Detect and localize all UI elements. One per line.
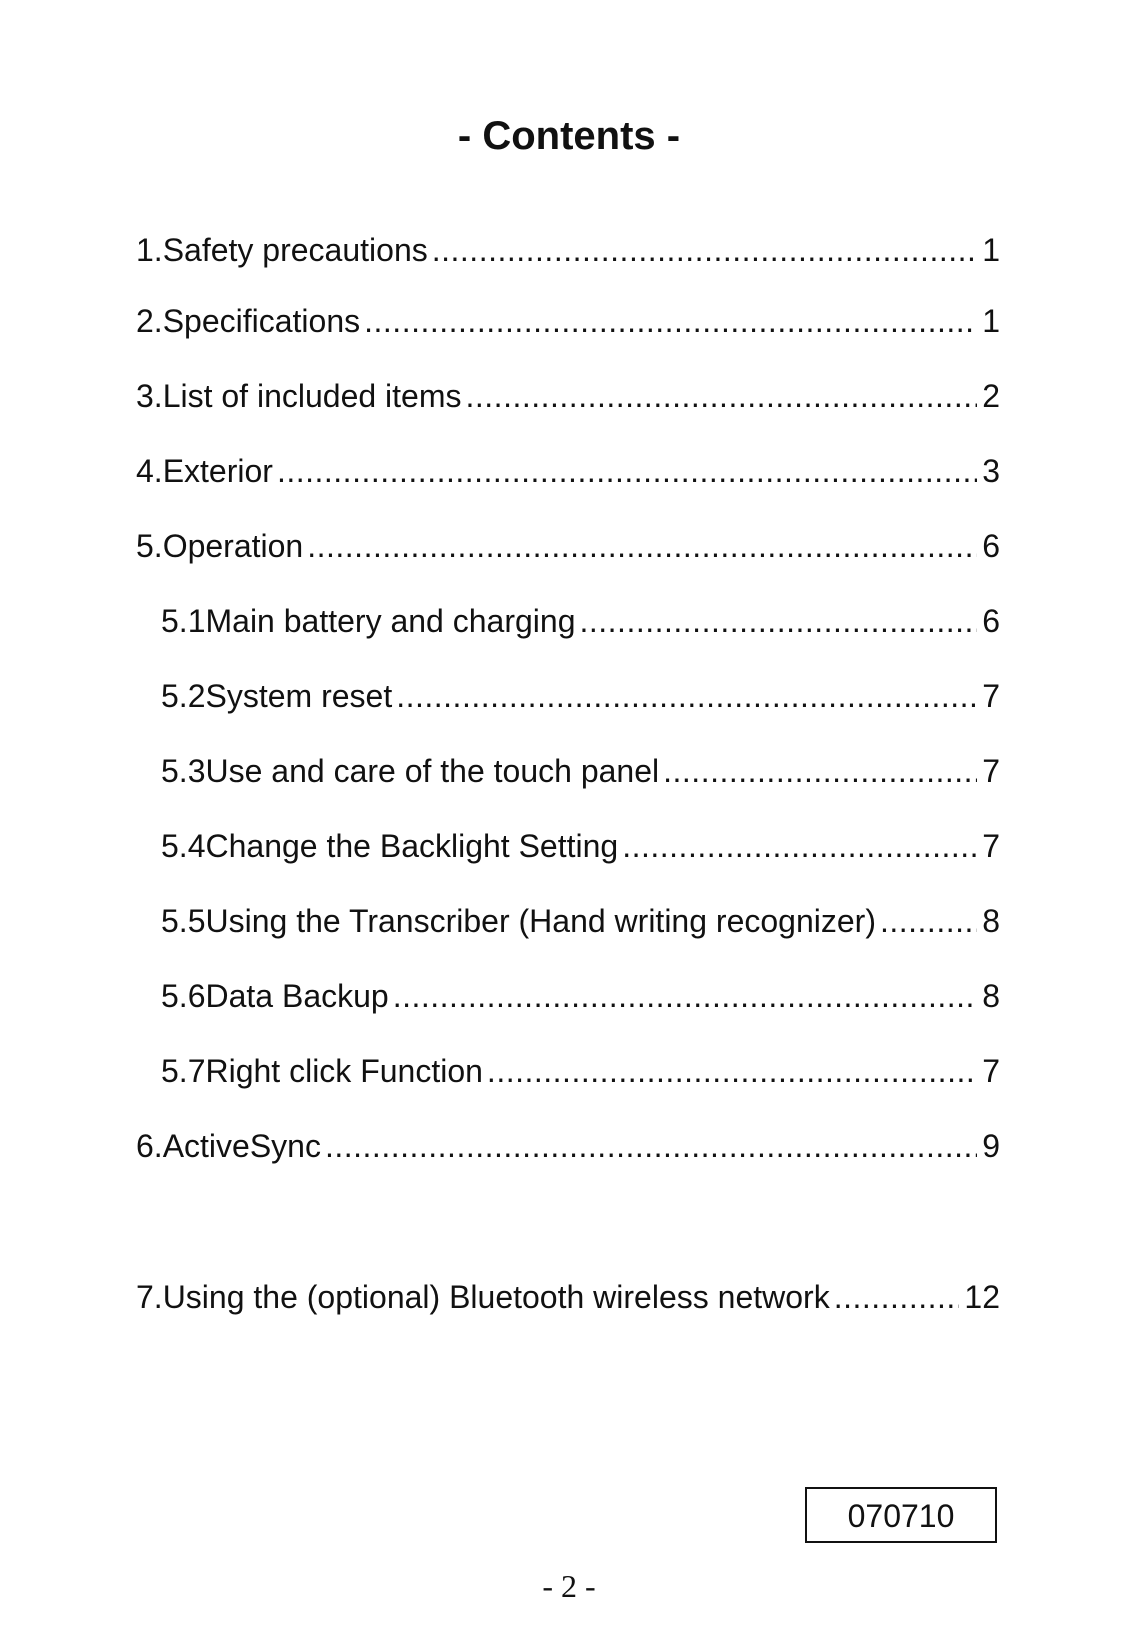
toc-entry-operation[interactable] bbox=[136, 526, 1000, 566]
dot-leader bbox=[834, 1277, 960, 1317]
toc-entry-label: Data Backup bbox=[205, 978, 389, 1014]
toc-entry-activesync[interactable] bbox=[136, 1126, 1000, 1166]
toc-entry-number: 5.6 bbox=[161, 978, 206, 1014]
toc-entry-page: 8 bbox=[982, 978, 1000, 1014]
dot-leader bbox=[277, 451, 977, 491]
page-title: - Contents - bbox=[457, 114, 681, 158]
toc-entry-page: 7 bbox=[982, 1053, 1000, 1089]
toc-entry-label: Specifications bbox=[162, 303, 361, 339]
dot-leader bbox=[663, 751, 977, 791]
toc-entry-number: 5.4 bbox=[161, 828, 206, 864]
toc-entry-safety-precautions[interactable] bbox=[136, 230, 1000, 270]
toc-entry-number: 5.7 bbox=[161, 1053, 206, 1089]
toc-entry-label: Right click Function bbox=[205, 1053, 483, 1089]
dot-leader bbox=[432, 230, 977, 270]
toc-entry-right-click[interactable] bbox=[161, 1051, 1000, 1091]
toc-entry-specifications[interactable] bbox=[136, 301, 1000, 341]
dot-leader bbox=[396, 676, 977, 716]
document-code-box: 070710 bbox=[805, 1487, 997, 1543]
dot-leader bbox=[622, 826, 977, 866]
toc-entry-page: 1 bbox=[982, 232, 1000, 268]
toc-entry-number: 5. bbox=[136, 528, 163, 564]
dot-leader bbox=[364, 301, 977, 341]
dot-leader bbox=[325, 1126, 977, 1166]
dot-leader bbox=[579, 601, 977, 641]
toc-entry-page: 12 bbox=[964, 1279, 1000, 1315]
dot-leader bbox=[307, 526, 977, 566]
toc-entry-page: 6 bbox=[982, 528, 1000, 564]
toc-entry-page: 3 bbox=[982, 453, 1000, 489]
toc-entry-system-reset[interactable] bbox=[161, 676, 1000, 716]
toc-entry-label: ActiveSync bbox=[162, 1128, 321, 1164]
toc-entry-backlight[interactable] bbox=[161, 826, 1000, 866]
toc-entry-page: 9 bbox=[982, 1128, 1000, 1164]
toc-entry-number: 4. bbox=[136, 453, 163, 489]
toc-entry-transcriber[interactable] bbox=[161, 901, 1000, 941]
dot-leader bbox=[466, 376, 978, 416]
toc-entry-number: 2. bbox=[136, 303, 163, 339]
toc-entry-number: 5.3 bbox=[161, 753, 206, 789]
toc-entry-label: Using the Transcriber (Hand writing recognizer) bbox=[205, 903, 876, 939]
toc-entry-label: List of included items bbox=[162, 378, 462, 414]
toc-entry-label: Main battery and charging bbox=[205, 603, 576, 639]
toc-entry-page: 8 bbox=[982, 903, 1000, 939]
dot-leader bbox=[487, 1051, 977, 1091]
toc-entry-bluetooth[interactable] bbox=[136, 1277, 1000, 1317]
toc-entry-label: Exterior bbox=[162, 453, 273, 489]
toc-entry-label: System reset bbox=[205, 678, 393, 714]
toc-entry-page: 7 bbox=[982, 753, 1000, 789]
toc-entry-number: 6. bbox=[136, 1128, 163, 1164]
toc-entry-main-battery[interactable] bbox=[161, 601, 1000, 641]
dot-leader bbox=[393, 976, 978, 1016]
toc-entry-included-items[interactable] bbox=[136, 376, 1000, 416]
toc-entry-label: Operation bbox=[162, 528, 304, 564]
dot-leader bbox=[880, 901, 977, 941]
toc-entry-number: 3. bbox=[136, 378, 163, 414]
toc-entry-touch-panel[interactable] bbox=[161, 751, 1000, 791]
toc-entry-label: Safety precautions bbox=[162, 232, 428, 268]
toc-entry-page: 7 bbox=[982, 828, 1000, 864]
toc-entry-page: 2 bbox=[982, 378, 1000, 414]
toc-entry-page: 6 bbox=[982, 603, 1000, 639]
toc-entry-page: 1 bbox=[982, 303, 1000, 339]
toc-entry-number: 1. bbox=[136, 232, 163, 268]
toc-entry-number: 5.5 bbox=[161, 903, 206, 939]
page-number: - 2 - bbox=[542, 1568, 596, 1604]
toc-entry-number: 5.1 bbox=[161, 603, 206, 639]
toc-entry-page: 7 bbox=[982, 678, 1000, 714]
toc-entry-label: Using the (optional) Bluetooth wireless network bbox=[162, 1279, 830, 1315]
toc-entry-data-backup[interactable] bbox=[161, 976, 1000, 1016]
toc-entry-number: 7. bbox=[136, 1279, 163, 1315]
toc-entry-label: Use and care of the touch panel bbox=[205, 753, 660, 789]
toc-entry-label: Change the Backlight Setting bbox=[205, 828, 619, 864]
toc-entry-exterior[interactable] bbox=[136, 451, 1000, 491]
toc-entry-number: 5.2 bbox=[161, 678, 206, 714]
